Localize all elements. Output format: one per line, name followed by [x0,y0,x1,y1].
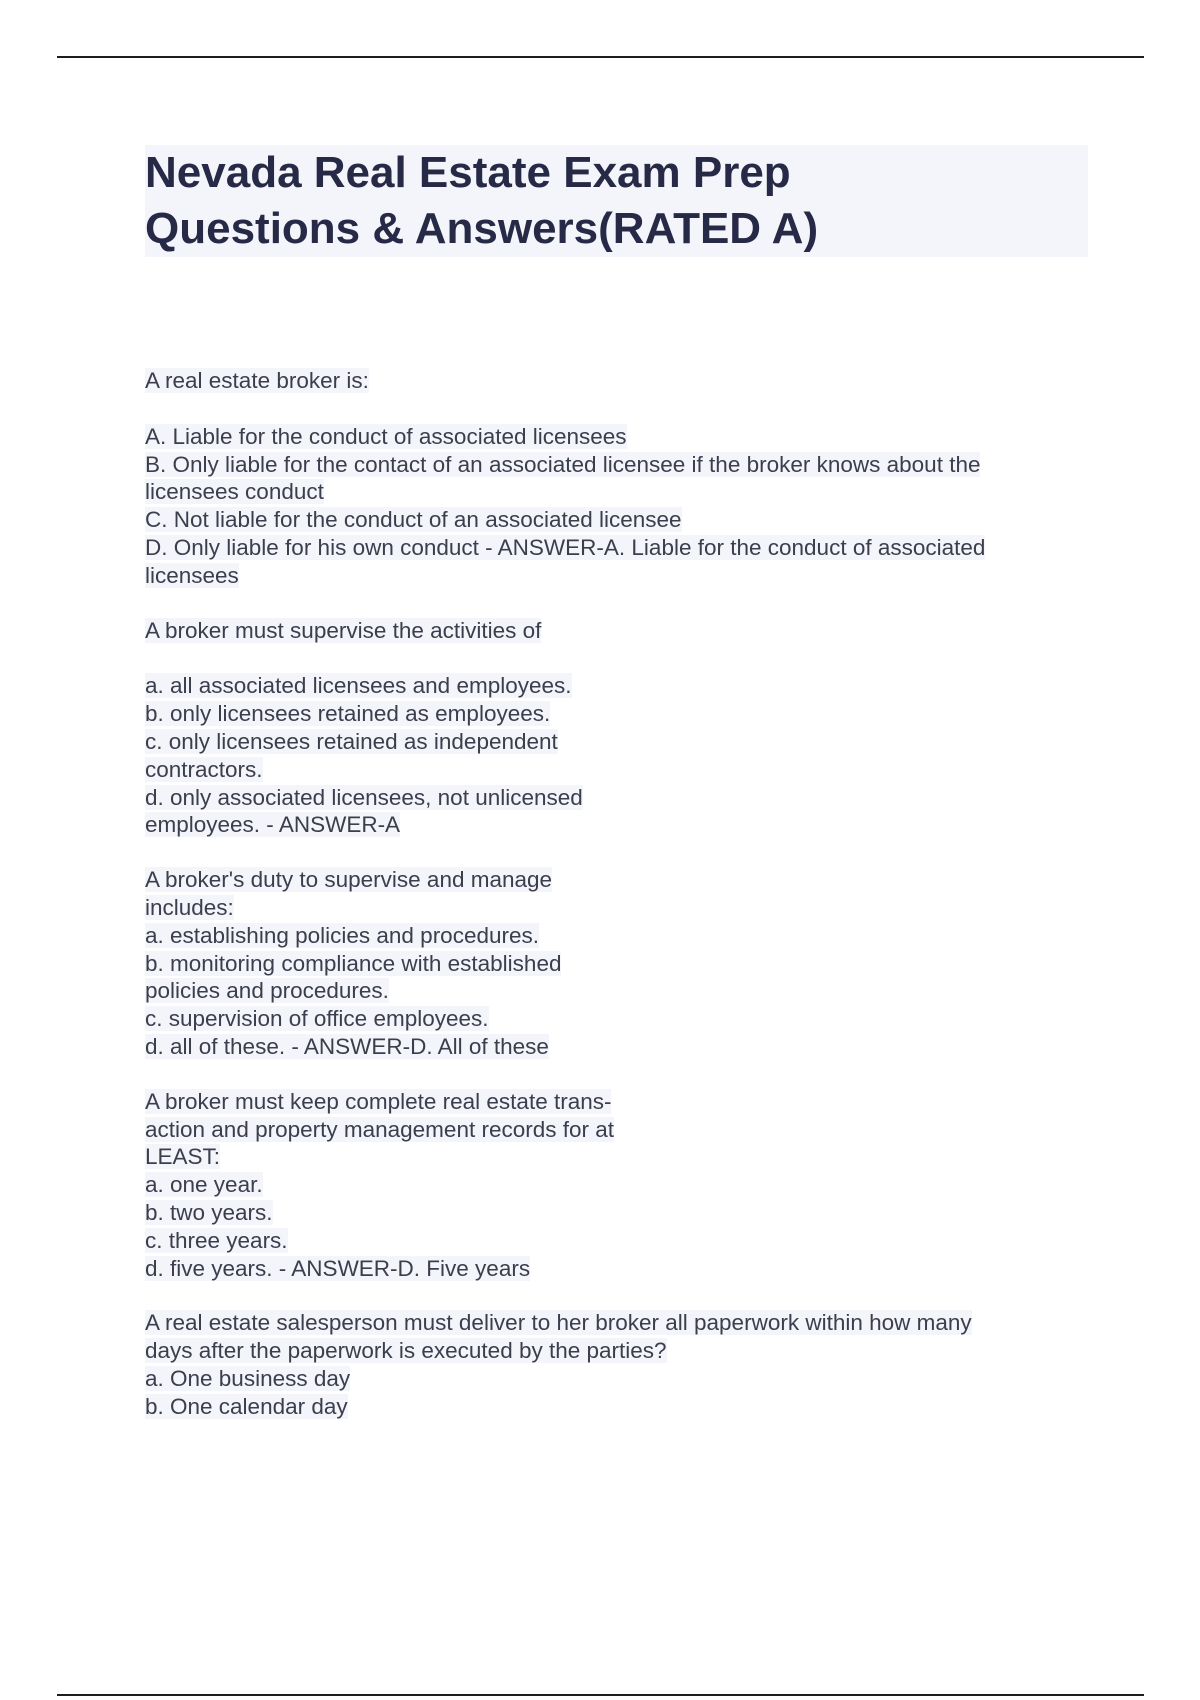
question-block [145,617,1105,840]
question-list [145,367,1105,1421]
question-text: A broker must keep complete real estate trans- [145,1088,612,1114]
question-block [145,866,1105,1061]
answer-option: B. Only liable for the contact of an associated licensee if the broker knows about the [145,451,981,477]
question-block [145,367,1105,590]
answer-option: c. three years. [145,1227,288,1253]
answer-option: licensees conduct [145,479,324,505]
title-line-2: Questions & Answers(RATED A) [145,204,819,253]
answer-option: d. five years. - ANSWER-D. Five years [145,1255,531,1281]
answer-option: licensees [145,562,239,588]
answer-option: b. One calendar day [145,1393,348,1419]
title-block [145,145,1088,257]
answer-option: C. Not liable for the conduct of an associated licensee [145,507,682,533]
title-line-1: Nevada Real Estate Exam Prep [145,148,791,197]
document-title [145,145,1088,257]
answer-option: b. only licensees retained as employees. [145,701,551,727]
bottom-rule [57,1694,1144,1696]
answer-option: a. all associated licensees and employees. [145,673,572,699]
answer-option: a. One business day [145,1365,351,1391]
answer-option: c. only licensees retained as independent [145,728,558,754]
question-text: action and property management records for at [145,1116,615,1142]
answer-option: policies and procedures. [145,978,389,1004]
question-text: A broker must supervise the activities of [145,617,542,643]
answer-option: A. Liable for the conduct of associated licensees [145,423,627,449]
answer-option: c. supervision of office employees. [145,1006,489,1032]
answer-option: D. Only liable for his own conduct - ANSWER-A. Liable for the conduct of associated [145,534,986,560]
answer-option: b. monitoring compliance with established [145,950,562,976]
answer-option: d. all of these. - ANSWER-D. All of these [145,1033,549,1059]
question-text: A real estate salesperson must deliver to her broker all paperwork within how many [145,1310,972,1336]
answer-option: b. two years. [145,1199,273,1225]
answer-option: d. only associated licensees, not unlicensed [145,784,583,810]
top-rule [57,56,1144,58]
question-text: days after the paperwork is executed by the parties? [145,1338,667,1364]
answer-option: a. one year. [145,1172,263,1198]
question-text: includes: [145,894,234,920]
answer-option: contractors. [145,756,263,782]
question-text: A broker's duty to supervise and manage [145,867,553,893]
answer-option: employees. - ANSWER-A [145,812,401,838]
question-block [145,1309,1105,1420]
question-text: LEAST: [145,1144,221,1170]
question-block [145,1088,1105,1283]
answer-option: a. establishing policies and procedures. [145,922,539,948]
question-text: A real estate broker is: [145,368,369,393]
